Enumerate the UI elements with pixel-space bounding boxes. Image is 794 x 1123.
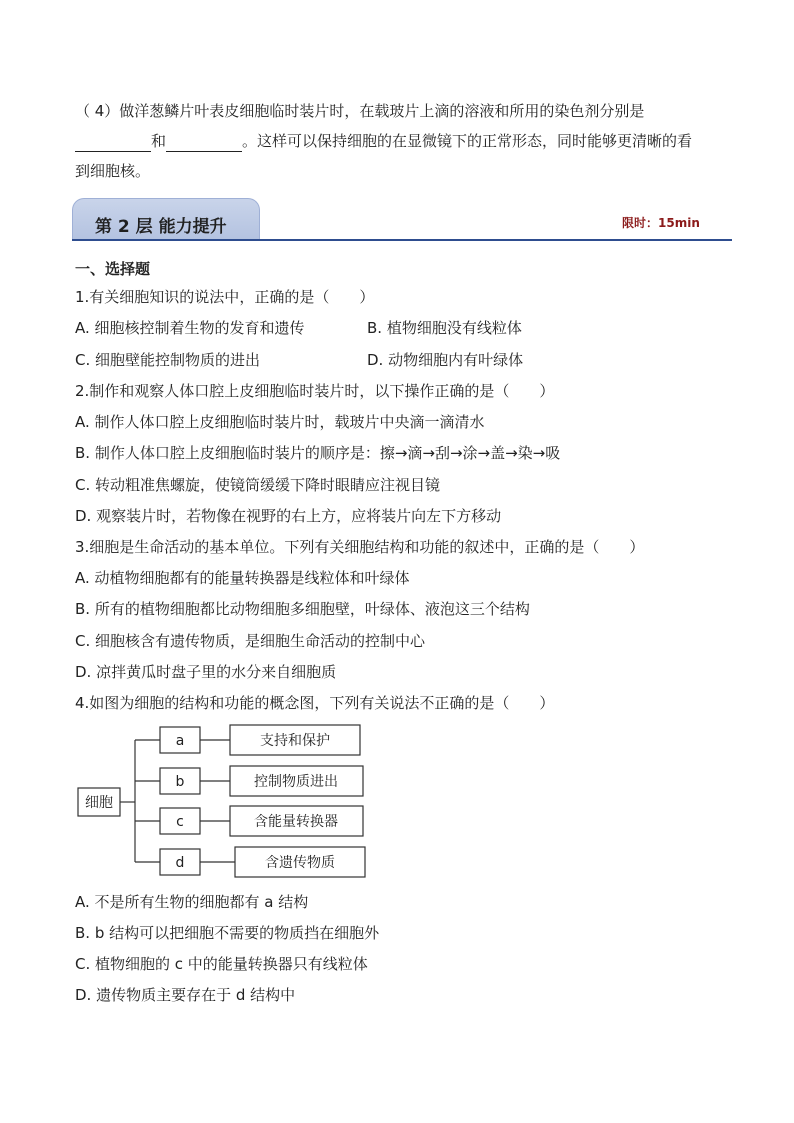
cell-concept-diagram xyxy=(75,720,375,882)
diagram-function-a: 支持和保护 xyxy=(260,733,330,749)
question-2-option-c[interactable]: C. 转动粗准焦螺旋，使镜筒缓缓下降时眼睛应注视目镜 xyxy=(75,476,441,494)
diagram-function-d: 含遗传物质 xyxy=(265,855,335,871)
level-title: 第 2 层 能力提升 xyxy=(95,217,227,237)
banner-divider xyxy=(72,239,732,241)
question-1-option-a[interactable]: A. 细胞核控制着生物的发育和遗传 xyxy=(75,319,305,337)
question-4-option-a[interactable]: A. 不是所有生物的细胞都有 a 结构 xyxy=(75,893,309,911)
question-3-option-a[interactable]: A. 动植物细胞都有的能量转换器是线粒体和叶绿体 xyxy=(75,569,410,587)
time-limit: 限时：15min xyxy=(622,216,700,230)
diagram-node-b: b xyxy=(175,774,185,790)
question-3-option-d[interactable]: D. 凉拌黄瓜时盘子里的水分来自细胞质 xyxy=(75,663,337,681)
q4-line-2 xyxy=(75,130,692,152)
question-1-option-b[interactable]: B. 植物细胞没有线粒体 xyxy=(367,319,522,337)
answer-blank-2[interactable] xyxy=(166,135,242,152)
q4-and: 和 xyxy=(151,132,167,150)
question-2-stem: 2.制作和观察人体口腔上皮细胞临时装片时，以下操作正确的是（ ） xyxy=(75,382,555,400)
q4-line-3: 到细胞核。 xyxy=(75,162,151,180)
question-2-option-d[interactable]: D. 观察装片时，若物像在视野的右上方，应将装片向左下方移动 xyxy=(75,507,502,525)
question-2-option-a[interactable]: A. 制作人体口腔上皮细胞临时装片时，载玻片中央滴一滴清水 xyxy=(75,413,485,431)
question-4-stem: 4.如图为细胞的结构和功能的概念图，下列有关说法不正确的是（ ） xyxy=(75,694,555,712)
diagram-node-d: d xyxy=(175,855,185,871)
diagram-function-b: 控制物质进出 xyxy=(254,774,338,790)
q4-line-2-end: 。这样可以保持细胞的在显微镜下的正常形态，同时能够更清晰的看 xyxy=(242,132,693,150)
question-3-option-b[interactable]: B. 所有的植物细胞都比动物细胞多细胞壁，叶绿体、液泡这三个结构 xyxy=(75,600,530,618)
question-4-option-c[interactable]: C. 植物细胞的 c 中的能量转换器只有线粒体 xyxy=(75,955,368,973)
question-1-option-d[interactable]: D. 动物细胞内有叶绿体 xyxy=(367,351,524,369)
section-title: 一、选择题 xyxy=(75,260,151,278)
question-1-option-c[interactable]: C. 细胞壁能控制物质的进出 xyxy=(75,351,261,369)
question-3-option-c[interactable]: C. 细胞核含有遗传物质，是细胞生命活动的控制中心 xyxy=(75,632,426,650)
question-2-option-b[interactable]: B. 制作人体口腔上皮细胞临时装片的顺序是：擦→滴→刮→涂→盖→染→吸 xyxy=(75,444,561,462)
question-3-stem: 3.细胞是生命活动的基本单位。下列有关细胞结构和功能的叙述中，正确的是（ ） xyxy=(75,538,645,556)
q4-line-1: （ 4）做洋葱鳞片叶表皮细胞临时装片时，在载玻片上滴的溶液和所用的染色剂分别是 xyxy=(75,102,645,120)
diagram-function-c: 含能量转换器 xyxy=(254,814,338,830)
question-4-option-b[interactable]: B. b 结构可以把细胞不需要的物质挡在细胞外 xyxy=(75,924,380,942)
diagram-node-c: c xyxy=(176,814,184,830)
diagram-node-a: a xyxy=(175,733,185,749)
diagram-root-label: 细胞 xyxy=(85,795,113,811)
question-1-stem: 1.有关细胞知识的说法中，正确的是（ ） xyxy=(75,288,375,306)
question-4-option-d[interactable]: D. 遗传物质主要存在于 d 结构中 xyxy=(75,986,296,1004)
answer-blank-1[interactable] xyxy=(75,135,151,152)
